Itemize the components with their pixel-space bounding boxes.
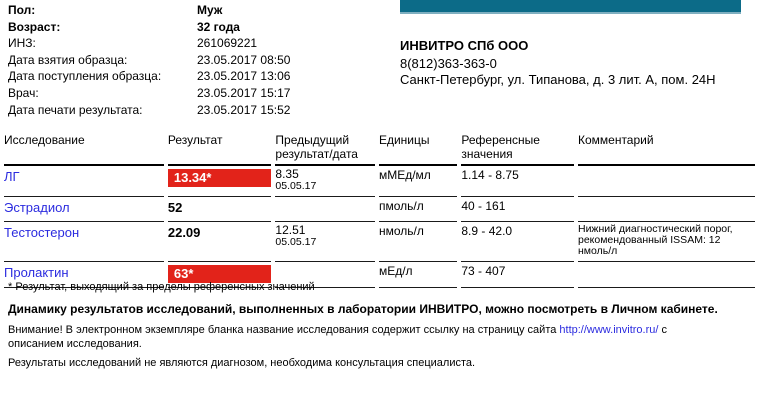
disclaimer-note: Результаты исследований не являются диагнозом, необходима консультация специалиста.: [8, 357, 476, 369]
units: мЕд/л: [379, 262, 457, 288]
attention-note: [8, 324, 720, 351]
footer-notes: [8, 281, 753, 370]
table-row-testosterone: [4, 222, 755, 262]
dynamics-note: Динамику результатов исследований, выполненных в лаборатории ИНВИТРО, можно посмотреть в Личном кабинете.: [8, 302, 718, 316]
invitro-url-link[interactable]: http://www.invitro.ru/: [559, 324, 659, 336]
lab-name: ИНВИТРО СПб ООО: [400, 38, 529, 53]
test-link-estradiol[interactable]: Эстрадиол: [4, 200, 70, 215]
patient-value: 23.05.2017 13:06: [197, 69, 291, 84]
reference-range: 73 - 407: [461, 262, 574, 288]
units: мМЕд/мл: [379, 166, 457, 197]
comment: [578, 197, 755, 222]
result-flagged: 63*: [168, 265, 271, 283]
patient-label: Дата поступления образца:: [8, 69, 162, 84]
patient-value: 261069221: [197, 36, 258, 51]
comment: Нижний диагностический порог, рекомендованный ISSAM: 12 нмоль/л: [578, 222, 755, 262]
header-units: Единицы: [379, 131, 457, 166]
patient-label: Врач:: [8, 85, 39, 100]
patient-label: ИНЗ:: [8, 36, 36, 51]
patient-row-print-date: [8, 102, 290, 119]
patient-value: 23.05.2017 08:50: [197, 52, 291, 67]
attention-text-after: с описанием исследования.: [8, 324, 668, 350]
patient-label: Пол:: [8, 3, 36, 17]
lab-info: [400, 38, 716, 88]
test-link-lg[interactable]: ЛГ: [4, 169, 20, 184]
results-header-row: [4, 131, 755, 166]
patient-value: 23.05.2017 15:17: [197, 85, 291, 100]
header-previous: Предыдущий результат/дата: [275, 131, 375, 166]
result-value: 52: [167, 200, 183, 215]
reference-range: 40 - 161: [461, 197, 574, 222]
lab-address: Санкт-Петербург, ул. Типанова, д. 3 лит. А, пом. 24Н: [400, 72, 716, 87]
units: нмоль/л: [379, 222, 457, 262]
reference-range: 8.9 - 42.0: [461, 222, 574, 262]
patient-label: Дата взятия образца:: [8, 52, 128, 67]
header-test: Исследование: [4, 131, 164, 166]
patient-row-age: [8, 19, 290, 36]
test-link-prolactin[interactable]: Пролактин: [4, 265, 69, 280]
table-row-estradiol: [4, 197, 755, 222]
header-comment: Комментарий: [578, 131, 755, 166]
header-reference: Референсные значения: [461, 131, 574, 166]
patient-row-inz: [8, 35, 290, 52]
previous-date: 05.05.17: [275, 180, 317, 192]
patient-value: 32 года: [197, 19, 240, 34]
comment: [578, 166, 755, 197]
patient-row-doctor: [8, 85, 290, 102]
header-result: Результат: [168, 131, 272, 166]
out-of-range-footnote: * Результат, выходящий за пределы референсных значений: [8, 281, 315, 293]
patient-row-sex: [8, 2, 290, 19]
patient-value: Муж: [197, 3, 223, 17]
brand-accent-bar: [400, 0, 741, 14]
units: пмоль/л: [379, 197, 457, 222]
patient-value: 23.05.2017 15:52: [197, 102, 291, 117]
attention-text-before: Внимание! В электронном экземпляре бланка название исследования содержит ссылку на страницу сайта: [8, 324, 560, 336]
table-row-lg: [4, 166, 755, 197]
results-table: [0, 131, 759, 288]
reference-range: 1.14 - 8.75: [461, 166, 574, 197]
lab-phone: 8(812)363-363-0: [400, 56, 497, 71]
previous-result: 12.51: [275, 223, 306, 237]
result-flagged: 13.34*: [168, 169, 271, 187]
previous-result: 8.35: [275, 167, 299, 181]
patient-label: Возраст:: [8, 19, 61, 34]
patient-row-sample-taken: [8, 52, 290, 69]
patient-info: [8, 2, 290, 118]
result-value: 22.09: [167, 225, 201, 240]
patient-label: Дата печати результата:: [8, 102, 143, 117]
patient-row-sample-received: [8, 68, 290, 85]
test-link-testosterone[interactable]: Тестостерон: [4, 225, 80, 240]
previous-date: 05.05.17: [275, 236, 317, 248]
